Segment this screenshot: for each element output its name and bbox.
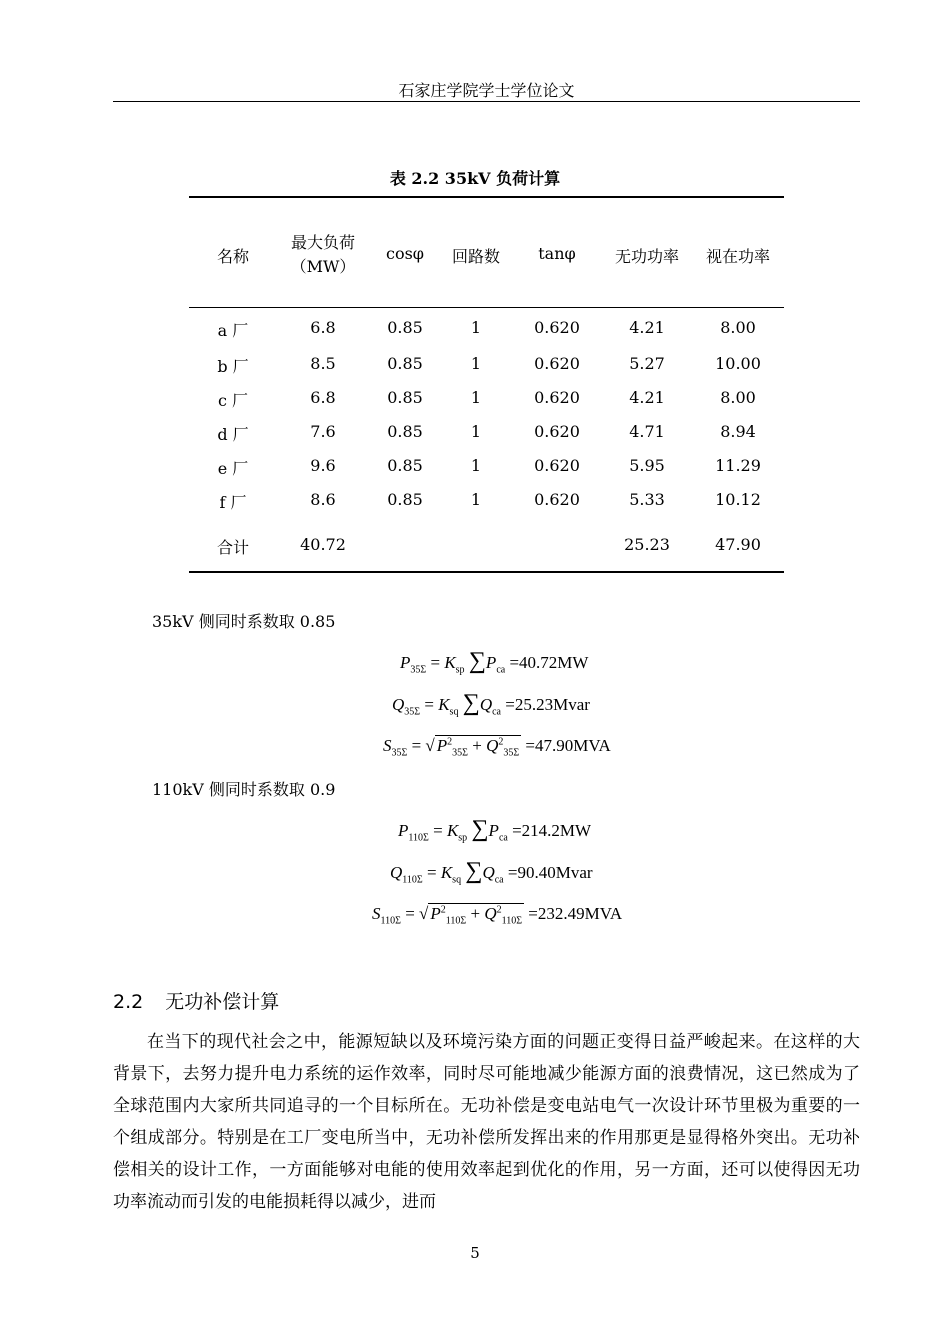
- cell-name: d 厂: [217, 425, 249, 444]
- cell-loops: 1: [470, 422, 482, 441]
- cell-maxload: 8.6: [310, 490, 336, 509]
- table-top-rule: [189, 196, 784, 198]
- cell-tan: 0.620: [534, 318, 580, 337]
- cell-loops: 1: [470, 354, 482, 373]
- col-header-maxload: [283, 231, 363, 279]
- cell-total-reactive: 25.23: [624, 535, 670, 554]
- cell-name: c 厂: [217, 391, 249, 410]
- cell-name: a 厂: [217, 321, 249, 340]
- cell-maxload: 7.6: [310, 422, 336, 441]
- cell-cos: 0.85: [387, 456, 423, 475]
- cell-name: b 厂: [217, 357, 249, 376]
- formula-s110: $S_{110\Sigma}$ = √ $P^2_{110\Sigma} + Q^2_{110\Sigma} =232.49MVA$: [372, 904, 623, 927]
- formula-p110: $P_{110\Sigma} = K_{sp}$ $\sum P_{ca} =214.2MW$: [398, 816, 592, 844]
- formula-s110-result: =232.49MVA: [528, 904, 623, 923]
- col-header-maxload-line1: 最大负荷: [290, 233, 355, 252]
- cell-reactive: 4.71: [629, 422, 665, 441]
- cell-name: f 厂: [219, 493, 247, 512]
- cell-loops: 1: [470, 456, 482, 475]
- cell-cos: 0.85: [387, 354, 423, 373]
- header-rule: [113, 101, 860, 102]
- cell-tan: 0.620: [534, 422, 580, 441]
- section-heading: [113, 987, 279, 1014]
- body-paragraph: 在当下的现代社会之中，能源短缺以及环境污染方面的问题正变得日益严峻起来。在这样的大背景下，去努力提升电力系统的运作效率，同时尽可能地减少能源方面的浪费情况，这已然成为了全球范围内大家所共同追寻的一个目标所在。无功补偿是变电站电气一次设计环节里极为重要的一个组成部分。特别是在工厂变电所当中，无功补偿所发挥出来的作用那更是显得格外突出。无功补偿相关的设计工作，一方面能够对电能的使用效率起到优化的作用，另一方面，还可以使得因无功功率流动而引发的电能损耗得以减少，进而: [113, 1032, 860, 1212]
- formula-q110-result: =90.40Mvar: [507, 863, 593, 882]
- cell-reactive: 4.21: [629, 388, 665, 407]
- cell-apparent: 8.00: [720, 388, 756, 407]
- cell-tan: 0.620: [534, 456, 580, 475]
- cell-maxload: 9.6: [310, 456, 336, 475]
- section-body: [113, 1026, 860, 1218]
- cell-loops: 1: [470, 490, 482, 509]
- col-header-reactive: 无功功率: [614, 247, 679, 266]
- col-header-cos: cosφ: [385, 244, 424, 263]
- cell-cos: 0.85: [387, 318, 423, 337]
- cell-reactive: 5.95: [629, 456, 665, 475]
- col-header-loops: 回路数: [451, 247, 500, 266]
- cell-tan: 0.620: [534, 388, 580, 407]
- cell-cos: 0.85: [387, 388, 423, 407]
- cell-maxload: 6.8: [310, 318, 336, 337]
- page-number: 5: [470, 1244, 480, 1262]
- cell-reactive: 4.21: [629, 318, 665, 337]
- cell-name: e 厂: [217, 459, 249, 478]
- side35-label: 35kV 侧同时系数取 0.85: [152, 612, 336, 631]
- cell-apparent: 8.00: [720, 318, 756, 337]
- formula-q35: $Q_{35\Sigma} = K_{sq}$ $\sum Q_{ca}$ =25.23Mvar: [392, 690, 590, 718]
- cell-maxload: 8.5: [310, 354, 336, 373]
- formula-q35-result: =25.23Mvar: [505, 695, 590, 714]
- cell-cos: 0.85: [387, 490, 423, 509]
- formula-q110: $Q_{110\Sigma} = K_{sq}$ $\sum Q_{ca}$ =90.40Mvar: [390, 858, 593, 886]
- col-header-name: 名称: [216, 247, 249, 266]
- col-header-maxload-line2: （MW）: [290, 257, 356, 276]
- cell-apparent: 10.00: [715, 354, 761, 373]
- col-header-tan: tanφ: [538, 244, 576, 263]
- cell-loops: 1: [470, 318, 482, 337]
- page-header: 石家庄学院学士学位论文: [398, 81, 575, 100]
- side110-label: 110kV 侧同时系数取 0.9: [152, 780, 336, 799]
- cell-apparent: 8.94: [720, 422, 756, 441]
- cell-total-label: 合计: [216, 538, 249, 557]
- cell-apparent: 11.29: [715, 456, 761, 475]
- formula-s35-result: =47.90MVA: [525, 736, 611, 755]
- table-header-rule: [189, 307, 784, 308]
- cell-reactive: 5.27: [629, 354, 665, 373]
- cell-total-maxload: 40.72: [300, 535, 346, 554]
- table-bottom-rule: [189, 571, 784, 573]
- cell-cos: 0.85: [387, 422, 423, 441]
- formula-p35: $P_{35\Sigma} = K_{sp}$ $\sum P_{ca} =40.72MW$: [400, 648, 589, 676]
- cell-tan: 0.620: [534, 490, 580, 509]
- col-header-apparent: 视在功率: [705, 247, 770, 266]
- cell-total-apparent: 47.90: [715, 535, 761, 554]
- formula-s35: $S_{35\Sigma}$ = √ $P^2_{35\Sigma} + Q^2_{35\Sigma} =47.90MVA$: [383, 736, 611, 759]
- table-caption: 表 2.2 35kV 负荷计算: [389, 169, 561, 188]
- cell-tan: 0.620: [534, 354, 580, 373]
- cell-reactive: 5.33: [629, 490, 665, 509]
- section-title: 无功补偿计算: [165, 991, 280, 1013]
- cell-loops: 1: [470, 388, 482, 407]
- cell-apparent: 10.12: [715, 490, 761, 509]
- cell-maxload: 6.8: [310, 388, 336, 407]
- formula-p35-result: =40.72MW: [509, 653, 589, 672]
- section-number: 2.2: [113, 991, 144, 1013]
- formula-p110-result: =214.2MW: [512, 821, 592, 840]
